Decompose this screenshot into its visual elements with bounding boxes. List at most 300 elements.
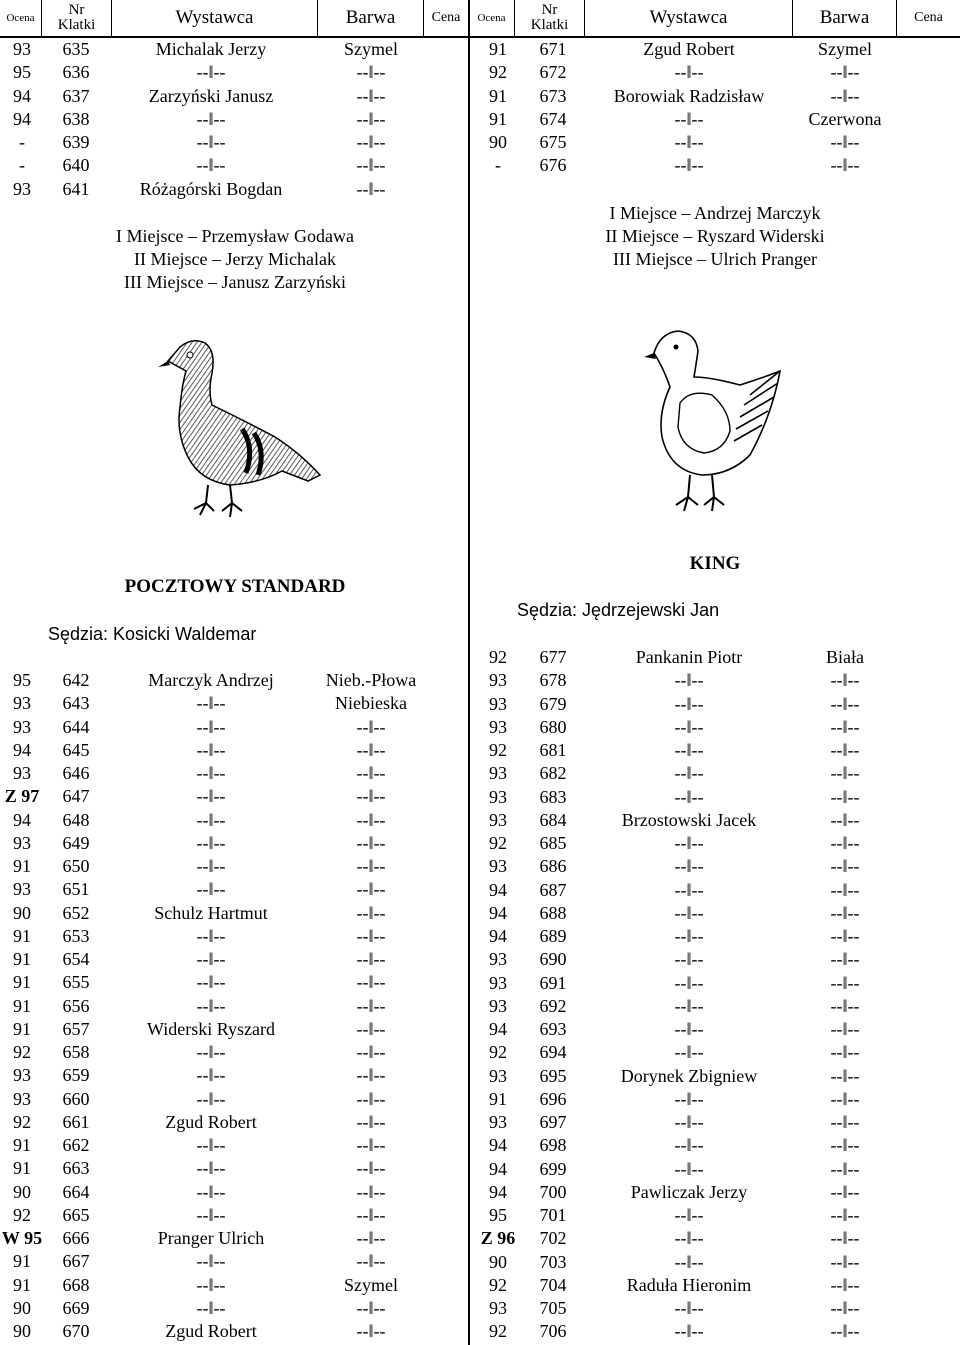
klatka-cell: 687 (539, 879, 567, 900)
barwa-cell: --‖-- (356, 108, 386, 129)
ocena-cell: 94 (489, 1135, 507, 1156)
right-place-2: II Miejsce – Ryszard Widerski (605, 226, 825, 246)
ocena-cell: 92 (489, 1274, 507, 1295)
left-place-1: I Miejsce – Przemysław Godawa (116, 226, 354, 246)
wystawca-cell: --‖-- (674, 62, 704, 83)
klatka-cell: 677 (539, 647, 567, 667)
pigeon-pocztowy-image (150, 325, 330, 525)
ocena-cell: 93 (489, 1298, 507, 1318)
ocena-cell: 92 (489, 62, 507, 83)
ocena-cell: 91 (13, 1274, 31, 1295)
barwa-cell: Biała (826, 647, 864, 667)
ocena-cell: 93 (489, 716, 507, 737)
header-barwa-right: Barwa (793, 0, 897, 36)
ocena-cell: 91 (13, 995, 31, 1016)
wystawca-cell: --‖-- (196, 786, 226, 807)
wystawca-cell: Zgud Robert (165, 1321, 257, 1341)
klatka-cell: 705 (539, 1298, 567, 1318)
barwa-cell: --‖-- (356, 925, 386, 946)
wystawca-cell: --‖-- (196, 1297, 226, 1318)
klatka-cell: 638 (62, 108, 90, 129)
barwa-cell: --‖-- (830, 833, 860, 853)
wystawca-cell: --‖-- (674, 763, 704, 784)
klatka-cell: 659 (62, 1065, 90, 1086)
right-place-1: I Miejsce – Andrzej Marczyk (609, 203, 821, 223)
wystawca-cell: --‖-- (674, 693, 704, 714)
klatka-cell: 662 (62, 1135, 90, 1155)
barwa-cell: Czerwona (808, 108, 882, 129)
barwa-cell: --‖-- (830, 740, 860, 760)
klatka-cell: 641 (62, 178, 90, 199)
ocena-cell: 94 (489, 926, 507, 946)
klatka-cell: 651 (62, 879, 90, 900)
barwa-cell: --‖-- (830, 1065, 860, 1086)
wystawca-cell: Pawliczak Jerzy (630, 1181, 748, 1202)
klatka-cell: 637 (62, 85, 90, 106)
wystawca-cell: Zgud Robert (643, 39, 735, 59)
header-wystawca: Wystawca (112, 0, 318, 36)
ocena-cell: W 95 (1, 1228, 43, 1248)
wystawca-cell: Widerski Ryszard (146, 1018, 276, 1039)
judge-right: Sędzia: Jędrzejewski Jan (517, 600, 720, 620)
klatka-cell: 643 (62, 693, 90, 714)
wystawca-cell: --‖-- (196, 995, 226, 1016)
barwa-cell: --‖-- (356, 1135, 386, 1155)
wystawca-cell: --‖-- (196, 739, 226, 760)
klatka-cell: 689 (539, 926, 567, 946)
barwa-cell: --‖-- (830, 62, 860, 83)
klatka-cell: 669 (62, 1297, 90, 1318)
barwa-cell: --‖-- (356, 1181, 386, 1202)
wystawca-cell: --‖-- (674, 995, 704, 1016)
barwa-cell: Szymel (344, 39, 398, 59)
ocena-cell: - (495, 155, 501, 176)
wystawca-cell: --‖-- (674, 670, 704, 691)
wystawca-cell: Borowiak Radzisław (613, 85, 765, 106)
klatka-cell: 697 (539, 1112, 567, 1132)
barwa-cell: --‖-- (830, 693, 860, 714)
klatka-cell: 667 (62, 1251, 90, 1272)
wystawca-cell: --‖-- (196, 1274, 226, 1295)
barwa-cell: --‖-- (356, 763, 386, 783)
ocena-cell: 93 (489, 949, 507, 970)
wystawca-cell: Raduła Hieronim (626, 1274, 752, 1295)
wystawca-cell: --‖-- (674, 132, 704, 152)
barwa-cell: --‖-- (356, 178, 386, 199)
wystawca-cell: --‖-- (674, 972, 704, 993)
wystawca-cell: --‖-- (196, 809, 226, 830)
header-cena-right: Cena (914, 10, 943, 25)
wystawca-cell: --‖-- (674, 1158, 704, 1179)
barwa-cell: --‖-- (356, 1204, 386, 1225)
barwa-cell: --‖-- (356, 995, 386, 1016)
barwa-cell: Nieb.-Płowa (325, 670, 417, 690)
ocena-cell: 93 (489, 763, 507, 784)
pigeon-king-image (640, 325, 810, 525)
klatka-cell: 690 (539, 949, 567, 970)
ocena-cell: 91 (489, 85, 507, 106)
barwa-cell: --‖-- (356, 716, 386, 737)
ocena-cell: 91 (13, 1158, 31, 1179)
wystawca-cell: --‖-- (196, 155, 226, 176)
ocena-cell: 93 (489, 1065, 507, 1086)
barwa-cell: --‖-- (830, 1251, 860, 1272)
ocena-cell: 91 (489, 108, 507, 129)
ocena-cell: 93 (489, 856, 507, 877)
barwa-cell: --‖-- (830, 716, 860, 737)
header-nr: Nr (68, 2, 85, 18)
barwa-cell: --‖-- (356, 1158, 386, 1179)
wystawca-cell: --‖-- (674, 1088, 704, 1109)
barwa-cell: --‖-- (830, 1042, 860, 1063)
barwa-cell: --‖-- (356, 949, 386, 969)
ocena-cell: 93 (489, 786, 507, 807)
barwa-cell: --‖-- (356, 1042, 386, 1062)
ocena-cell: 94 (489, 1158, 507, 1179)
ocena-cell: 95 (13, 62, 31, 83)
wystawca-cell: --‖-- (674, 786, 704, 807)
ocena-cell: 91 (13, 925, 31, 946)
klatka-cell: 685 (539, 833, 567, 853)
wystawca-cell: --‖-- (674, 716, 704, 737)
klatka-cell: 674 (539, 108, 567, 129)
barwa-cell: Szymel (344, 1274, 398, 1295)
wystawca-cell: Michalak Jerzy (155, 39, 267, 59)
ocena-cell: 91 (13, 1251, 31, 1272)
klatka-cell: 650 (62, 856, 90, 876)
klatka-cell: 656 (62, 995, 90, 1016)
judge-left: Sędzia: Kosicki Waldemar (48, 624, 257, 644)
barwa-cell: --‖-- (830, 85, 860, 106)
barwa-cell: --‖-- (356, 786, 386, 807)
ocena-cell: 92 (489, 833, 507, 853)
klatka-cell: 666 (62, 1228, 90, 1248)
left-place-2: II Miejsce – Jerzy Michalak (134, 249, 336, 269)
wystawca-cell: --‖-- (674, 740, 704, 760)
klatka-cell: 696 (539, 1088, 567, 1109)
ocena-cell: 93 (13, 693, 31, 714)
wystawca-cell: --‖-- (196, 949, 226, 969)
wystawca-cell: --‖-- (674, 1205, 704, 1225)
barwa-cell: --‖-- (830, 1158, 860, 1179)
wystawca-cell: --‖-- (196, 1135, 226, 1155)
wystawca-cell: --‖-- (196, 132, 226, 152)
wystawca-cell: --‖-- (674, 1112, 704, 1132)
klatka-cell: 649 (62, 832, 90, 853)
ocena-cell: 92 (489, 647, 507, 667)
ocena-cell: 93 (13, 178, 31, 199)
barwa-cell: --‖-- (830, 949, 860, 970)
wystawca-cell: --‖-- (196, 1088, 226, 1109)
ocena-cell: 93 (13, 39, 31, 59)
barwa-cell: --‖-- (830, 1019, 860, 1039)
klatka-cell: 692 (539, 995, 567, 1016)
wystawca-cell: --‖-- (674, 902, 704, 923)
klatka-cell: 694 (539, 1042, 567, 1063)
section-title-king: KING (689, 553, 741, 574)
klatka-cell: 654 (62, 949, 90, 969)
wystawca-cell: Zarzyński Janusz (148, 85, 274, 106)
ocena-cell: 93 (489, 1112, 507, 1132)
barwa-cell: Szymel (818, 39, 872, 59)
wystawca-cell: --‖-- (674, 1321, 704, 1342)
klatka-cell: 648 (62, 809, 90, 830)
klatka-cell: 679 (539, 693, 567, 714)
klatka-cell: 701 (539, 1205, 567, 1225)
klatka-cell: 660 (62, 1088, 90, 1109)
header-ocena-right: Ocena (469, 0, 515, 36)
klatka-cell: 657 (62, 1018, 90, 1039)
klatka-cell: 635 (62, 39, 90, 59)
table-header (0, 0, 960, 38)
ocena-cell: Z 97 (4, 786, 40, 807)
wystawca-cell: --‖-- (674, 1298, 704, 1318)
klatka-cell: 655 (62, 972, 90, 993)
ocena-cell: 91 (13, 949, 31, 969)
klatka-cell: 639 (62, 132, 90, 152)
klatka-cell: 644 (62, 716, 90, 737)
barwa-cell: --‖-- (830, 1088, 860, 1109)
wystawca-cell: --‖-- (196, 1181, 226, 1202)
barwa-cell: --‖-- (356, 739, 386, 760)
ocena-cell: 95 (489, 1205, 507, 1225)
ocena-cell: 95 (13, 670, 31, 690)
barwa-cell: --‖-- (356, 1321, 386, 1341)
barwa-cell: --‖-- (830, 972, 860, 993)
klatka-cell: 658 (62, 1042, 90, 1062)
barwa-cell: --‖-- (356, 1065, 386, 1086)
klatka-cell: 673 (539, 85, 567, 106)
barwa-cell: --‖-- (830, 1135, 860, 1156)
ocena-cell: 93 (13, 879, 31, 900)
wystawca-cell: --‖-- (674, 1042, 704, 1063)
klatka-cell: 675 (539, 132, 567, 152)
klatka-cell: 640 (62, 155, 90, 176)
ocena-cell: 90 (489, 132, 507, 152)
wystawca-cell: Zgud Robert (165, 1111, 257, 1132)
header-klatki: Klatki (530, 17, 569, 33)
barwa-cell: --‖-- (356, 1111, 386, 1132)
wystawca-cell: --‖-- (196, 879, 226, 900)
header-barwa: Barwa (318, 0, 424, 36)
barwa-cell: --‖-- (830, 1181, 860, 1202)
ocena-cell: 94 (489, 1181, 507, 1202)
barwa-cell: --‖-- (830, 995, 860, 1016)
barwa-cell: --‖-- (356, 62, 386, 83)
barwa-cell: --‖-- (356, 132, 386, 152)
barwa-cell: --‖-- (830, 132, 860, 152)
barwa-cell: --‖-- (356, 856, 386, 876)
barwa-cell: --‖-- (830, 1321, 860, 1342)
ocena-cell: Z 96 (480, 1228, 516, 1249)
wystawca-cell: Różagórski Bogdan (139, 178, 283, 199)
ocena-cell: 90 (489, 1251, 507, 1272)
ocena-cell: 94 (489, 879, 507, 900)
ocena-cell: 93 (13, 1088, 31, 1109)
barwa-cell: --‖-- (356, 1251, 386, 1272)
wystawca-cell: Brzostowski Jacek (621, 809, 757, 830)
klatka-cell: 683 (539, 786, 567, 807)
klatka-cell: 652 (62, 902, 90, 923)
klatka-cell: 691 (539, 972, 567, 993)
klatka-cell: 699 (539, 1158, 567, 1179)
wystawca-cell: --‖-- (674, 155, 704, 176)
wystawca-cell: Pranger Ulrich (157, 1228, 265, 1248)
ocena-cell: 93 (489, 995, 507, 1016)
barwa-cell: --‖-- (356, 155, 386, 176)
ocena-cell: 94 (13, 809, 31, 830)
ocena-cell: 90 (13, 1181, 31, 1202)
ocena-cell: 92 (13, 1204, 31, 1225)
ocena-cell: 94 (489, 902, 507, 923)
barwa-cell: --‖-- (830, 856, 860, 877)
wystawca-cell: --‖-- (196, 856, 226, 876)
header-nr-klatki-right (515, 0, 585, 36)
klatka-cell: 678 (539, 670, 567, 691)
barwa-cell: --‖-- (356, 1018, 386, 1039)
ocena-cell: 91 (489, 1088, 507, 1109)
wystawca-cell: --‖-- (196, 1204, 226, 1225)
wystawca-cell: --‖-- (196, 693, 226, 714)
ocena-cell: 93 (489, 972, 507, 993)
ocena-cell: 93 (13, 1065, 31, 1086)
barwa-cell: --‖-- (830, 1205, 860, 1225)
klatka-cell: 636 (62, 62, 90, 83)
section-title-pocztowy: POCZTOWY STANDARD (124, 576, 346, 597)
barwa-cell: --‖-- (356, 1297, 386, 1318)
klatka-cell: 706 (539, 1321, 567, 1342)
wystawca-cell: --‖-- (196, 1158, 226, 1179)
ocena-cell: 91 (489, 39, 507, 59)
ocena-cell: 90 (13, 1297, 31, 1318)
ocena-cell: 93 (489, 809, 507, 830)
klatka-cell: 698 (539, 1135, 567, 1156)
barwa-cell: --‖-- (830, 809, 860, 830)
header-nr: Nr (541, 2, 558, 18)
klatka-cell: 663 (62, 1158, 90, 1179)
ocena-cell: 93 (13, 832, 31, 853)
ocena-cell: 92 (489, 740, 507, 760)
ocena-cell: 90 (13, 902, 31, 923)
barwa-cell: --‖-- (356, 85, 386, 106)
wystawca-cell: --‖-- (674, 108, 704, 129)
ocena-cell: 91 (13, 1135, 31, 1155)
wystawca-cell: --‖-- (674, 879, 704, 900)
wystawca-cell: --‖-- (196, 716, 226, 737)
ocena-cell: - (19, 155, 25, 176)
klatka-cell: 671 (539, 39, 567, 59)
ocena-cell: 91 (13, 972, 31, 993)
barwa-cell: --‖-- (356, 902, 386, 923)
ocena-cell: 92 (13, 1111, 31, 1132)
barwa-cell: --‖-- (830, 902, 860, 923)
wystawca-cell: --‖-- (196, 925, 226, 946)
wystawca-cell: --‖-- (674, 1135, 704, 1156)
ocena-cell: 92 (489, 1042, 507, 1063)
klatka-cell: 642 (62, 670, 90, 690)
wystawca-cell: --‖-- (196, 763, 226, 783)
header-klatki: Klatki (57, 17, 96, 33)
header-cena: Cena (424, 0, 469, 36)
left-place-3: III Miejsce – Janusz Zarzyński (124, 272, 346, 292)
wystawca-cell: Marczyk Andrzej (148, 670, 274, 690)
ocena-cell: 94 (13, 85, 31, 106)
barwa-cell: --‖-- (356, 1088, 386, 1109)
wystawca-cell: --‖-- (196, 972, 226, 993)
wystawca-cell: --‖-- (196, 1042, 226, 1062)
klatka-cell: 682 (539, 763, 567, 784)
right-place-3: III Miejsce – Ulrich Pranger (613, 249, 817, 269)
ocena-cell: 94 (13, 108, 31, 129)
klatka-cell: 647 (62, 786, 90, 807)
wystawca-cell: --‖-- (196, 62, 226, 83)
klatka-cell: 704 (539, 1274, 567, 1295)
klatka-cell: 676 (539, 155, 567, 176)
ocena-cell: 92 (13, 1042, 31, 1062)
ocena-cell: - (19, 132, 25, 152)
klatka-cell: 661 (62, 1111, 90, 1132)
klatka-cell: 665 (62, 1204, 90, 1225)
wystawca-cell: --‖-- (196, 832, 226, 853)
wystawca-cell: --‖-- (196, 108, 226, 129)
barwa-cell: --‖-- (830, 155, 860, 176)
barwa-cell: --‖-- (356, 879, 386, 900)
klatka-cell: 686 (539, 856, 567, 877)
klatka-cell: 700 (539, 1181, 567, 1202)
wystawca-cell: --‖-- (674, 833, 704, 853)
ocena-cell: 91 (13, 1018, 31, 1039)
wystawca-cell: --‖-- (674, 856, 704, 877)
barwa-cell: --‖-- (830, 1274, 860, 1295)
klatka-cell: 703 (539, 1251, 567, 1272)
wystawca-cell: --‖-- (674, 1019, 704, 1039)
klatka-cell: 646 (62, 763, 90, 783)
wystawca-cell: Pankanin Piotr (635, 647, 743, 667)
klatka-cell: 680 (539, 716, 567, 737)
barwa-cell: --‖-- (830, 670, 860, 691)
barwa-cell: --‖-- (830, 763, 860, 784)
wystawca-cell: Schulz Hartmut (154, 902, 268, 923)
ocena-cell: 93 (489, 693, 507, 714)
wystawca-cell: --‖-- (196, 1251, 226, 1272)
ocena-cell: 92 (489, 1321, 507, 1342)
klatka-cell: 653 (62, 925, 90, 946)
klatka-cell: 645 (62, 739, 90, 760)
klatka-cell: 664 (62, 1181, 90, 1202)
barwa-cell: --‖-- (830, 1298, 860, 1318)
barwa-cell: --‖-- (356, 832, 386, 853)
barwa-cell: Niebieska (335, 693, 407, 714)
header-ocena: Ocena (0, 0, 42, 36)
barwa-cell: --‖-- (830, 1112, 860, 1132)
wystawca-cell: --‖-- (196, 1065, 226, 1086)
header-nr-klatki (42, 0, 112, 36)
ocena-cell: 93 (13, 716, 31, 737)
barwa-cell: --‖-- (830, 926, 860, 946)
wystawca-cell: --‖-- (674, 1251, 704, 1272)
wystawca-cell: --‖-- (674, 949, 704, 970)
wystawca-cell: --‖-- (674, 1228, 704, 1249)
barwa-cell: --‖-- (356, 972, 386, 993)
wystawca-cell: Dorynek Zbigniew (620, 1065, 758, 1086)
klatka-cell: 681 (539, 740, 567, 760)
ocena-cell: 93 (489, 670, 507, 691)
klatka-cell: 693 (539, 1019, 567, 1039)
klatka-cell: 688 (539, 902, 567, 923)
barwa-cell: --‖-- (830, 1228, 860, 1249)
klatka-cell: 702 (539, 1228, 567, 1249)
ocena-cell: 90 (13, 1321, 31, 1341)
